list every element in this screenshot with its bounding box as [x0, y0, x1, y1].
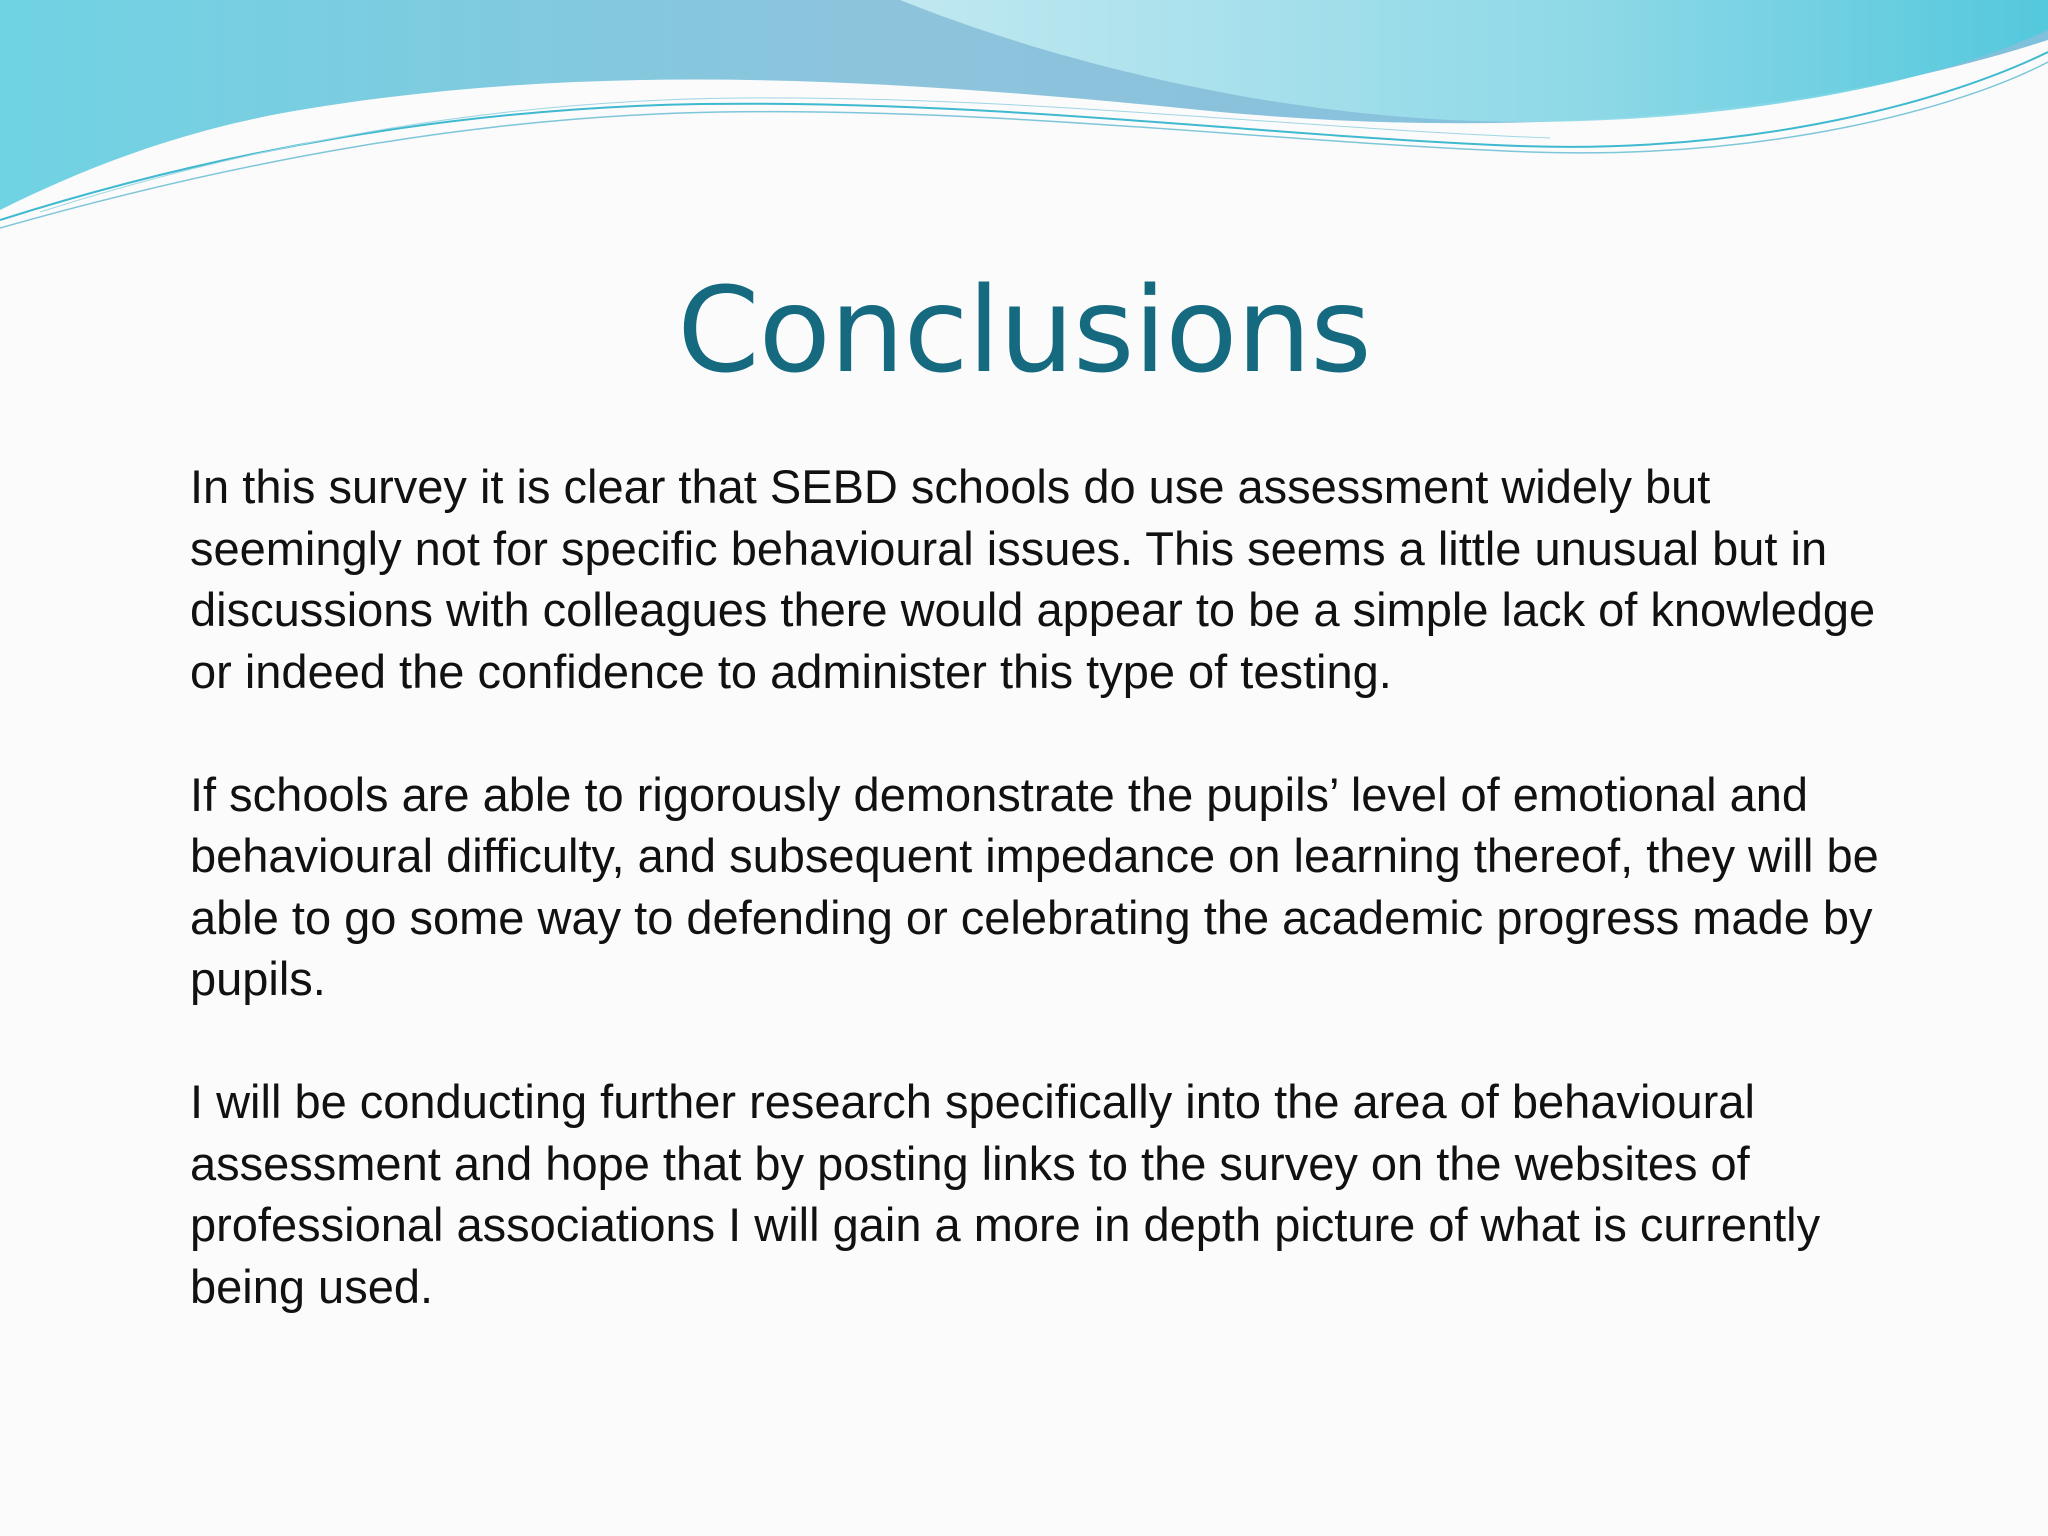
slide-body	[190, 456, 1890, 1317]
decorative-wave-header	[0, 0, 2048, 240]
paragraph-survey-findings: In this survey it is clear that SEBD schools do use assessment widely but seemingly not for specific behavioural issues. This seems a little unusual but in discussions with colleagues there would appear to be a simple lack of knowledge or indeed the confidence to administer this type of testing.	[190, 460, 1876, 698]
slide-title: Conclusions	[677, 261, 1371, 399]
paragraph-further-research: I will be conducting further research specifically into the area of behavioural assessment and hope that by posting links to the survey on the websites of professional associations I will gain a more in depth picture of what is currently being used.	[190, 1075, 1821, 1313]
paragraph-demonstrate-difficulty: If schools are able to rigorously demonstrate the pupils’ level of emotional and behavioural difficulty, and subsequent impedance on learning thereof, they will be able to go some way to defending or celebrating the academic progress made by pupils.	[190, 767, 1879, 1005]
